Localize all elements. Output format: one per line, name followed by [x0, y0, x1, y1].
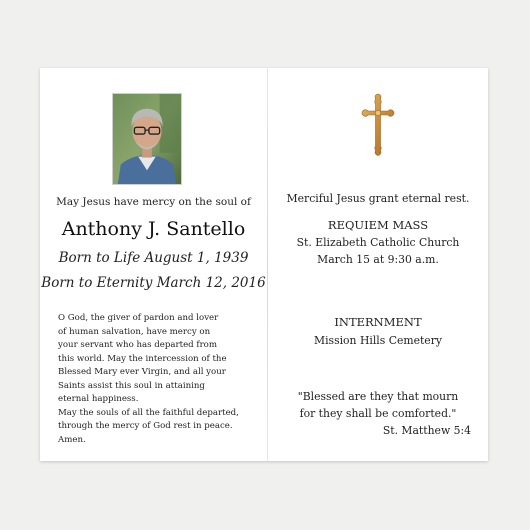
prayer-line: your servant who has departed from — [58, 340, 218, 350]
portrait-image — [113, 94, 181, 184]
prayer-line: through the mercy of God rest in peace. — [58, 421, 233, 431]
internment-heading: INTERNMENT — [334, 315, 422, 329]
prayer-line: Saints assist this soul in attaining — [58, 380, 205, 391]
prayer-line: of human salvation, have mercy on — [58, 326, 211, 337]
deceased-name: Anthony J. Santello — [61, 218, 246, 240]
cemetery-name: Mission Hills Cemetery — [314, 334, 442, 347]
merciful-line: Merciful Jesus grant eternal rest. — [286, 192, 470, 205]
born-to-eternity: Born to Eternity March 12, 2016 — [41, 275, 266, 291]
portrait-photo — [112, 93, 182, 185]
born-to-life: Born to Life August 1, 1939 — [58, 250, 249, 266]
prayer-line: May the souls of all the faithful departed, — [58, 407, 239, 418]
right-panel — [268, 68, 488, 461]
mass-time: March 15 at 9:30 a.m. — [317, 253, 439, 266]
requiem-heading: REQUIEM MASS — [327, 218, 429, 232]
prayer-line: O God, the giver of pardon and lover — [58, 313, 219, 323]
prayer-text — [58, 312, 263, 447]
quote-line: "Blessed are they that mourn — [297, 390, 459, 403]
left-panel — [40, 68, 267, 461]
prayer-line: eternal happiness. — [58, 394, 139, 404]
quote-source: St. Matthew 5:4 — [382, 424, 471, 437]
prayer-line: Blessed Mary ever Virgin, and all your — [58, 367, 226, 377]
quote-line: for they shall be comforted." — [299, 407, 457, 420]
prayer-line: this world. May the intercession of the — [58, 353, 227, 364]
cross-icon — [358, 92, 398, 158]
mercy-line: May Jesus have mercy on the soul of — [56, 196, 251, 208]
church-name: St. Elizabeth Catholic Church — [296, 236, 460, 249]
prayer-card — [40, 68, 488, 461]
prayer-line: Amen. — [58, 434, 86, 445]
